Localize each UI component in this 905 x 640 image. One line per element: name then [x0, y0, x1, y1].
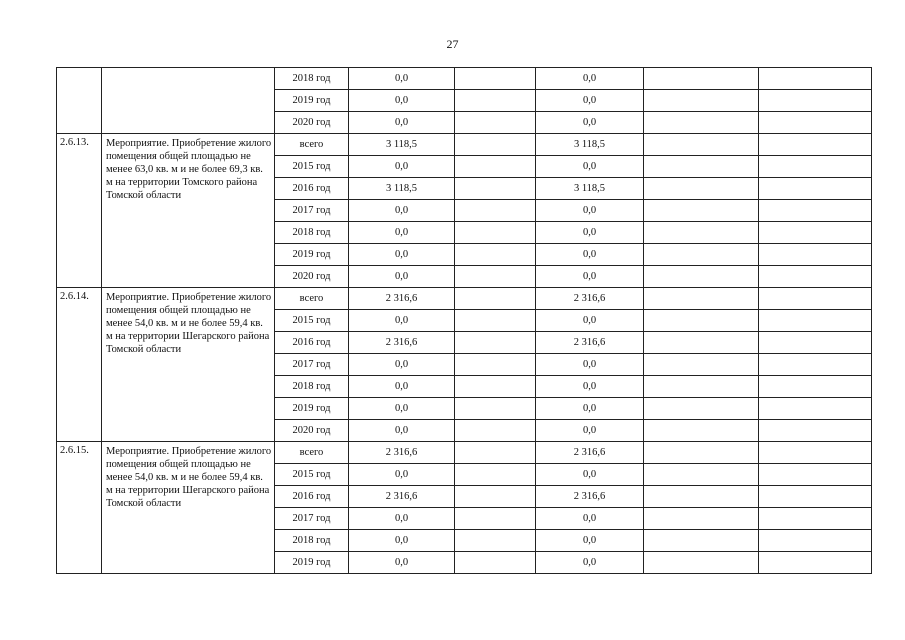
- item-number: [57, 68, 102, 134]
- local-value-cell: [644, 90, 759, 112]
- total-value-cell: 0,0: [349, 508, 455, 530]
- other-value-cell: [759, 178, 872, 200]
- regional-value-cell: 2 316,6: [536, 442, 644, 464]
- regional-value-cell: 0,0: [536, 508, 644, 530]
- other-value-cell: [759, 244, 872, 266]
- regional-value-cell: 0,0: [536, 222, 644, 244]
- regional-value-cell: 0,0: [536, 200, 644, 222]
- federal-value-cell: [455, 156, 536, 178]
- funding-table: [56, 67, 872, 574]
- year-cell: 2016 год: [275, 178, 349, 200]
- local-value-cell: [644, 156, 759, 178]
- regional-value-cell: 0,0: [536, 354, 644, 376]
- year-cell: 2016 год: [275, 486, 349, 508]
- year-cell: 2018 год: [275, 376, 349, 398]
- regional-value-cell: 0,0: [536, 156, 644, 178]
- local-value-cell: [644, 112, 759, 134]
- other-value-cell: [759, 552, 872, 574]
- federal-value-cell: [455, 354, 536, 376]
- regional-value-cell: 0,0: [536, 266, 644, 288]
- table-row: [57, 288, 872, 310]
- item-number: 2.6.13.: [57, 134, 102, 288]
- local-value-cell: [644, 508, 759, 530]
- local-value-cell: [644, 68, 759, 90]
- total-value-cell: 2 316,6: [349, 442, 455, 464]
- year-cell: 2018 год: [275, 530, 349, 552]
- federal-value-cell: [455, 442, 536, 464]
- total-value-cell: 3 118,5: [349, 178, 455, 200]
- total-value-cell: 0,0: [349, 310, 455, 332]
- local-value-cell: [644, 530, 759, 552]
- regional-value-cell: 0,0: [536, 90, 644, 112]
- federal-value-cell: [455, 178, 536, 200]
- total-value-cell: 0,0: [349, 530, 455, 552]
- other-value-cell: [759, 376, 872, 398]
- total-value-cell: 0,0: [349, 244, 455, 266]
- local-value-cell: [644, 552, 759, 574]
- total-value-cell: 2 316,6: [349, 486, 455, 508]
- year-cell: 2020 год: [275, 112, 349, 134]
- federal-value-cell: [455, 68, 536, 90]
- regional-value-cell: 2 316,6: [536, 288, 644, 310]
- regional-value-cell: 0,0: [536, 530, 644, 552]
- item-description: [102, 68, 275, 134]
- year-cell: 2016 год: [275, 332, 349, 354]
- federal-value-cell: [455, 200, 536, 222]
- item-description: Мероприятие. Приобретение жилого помещения общей площадью не менее 63,0 кв. м и не более 69,3 кв. м на территории Томского района Томской области: [102, 134, 275, 288]
- year-cell: 2017 год: [275, 508, 349, 530]
- other-value-cell: [759, 134, 872, 156]
- total-value-cell: 0,0: [349, 354, 455, 376]
- federal-value-cell: [455, 398, 536, 420]
- page-number: 27: [446, 37, 459, 51]
- regional-value-cell: 3 118,5: [536, 134, 644, 156]
- local-value-cell: [644, 376, 759, 398]
- federal-value-cell: [455, 486, 536, 508]
- federal-value-cell: [455, 420, 536, 442]
- year-cell: 2017 год: [275, 200, 349, 222]
- item-description: Мероприятие. Приобретение жилого помещения общей площадью не менее 54,0 кв. м и не более 59,4 кв. м на территории Шегарского района Томской области: [102, 288, 275, 442]
- other-value-cell: [759, 266, 872, 288]
- local-value-cell: [644, 354, 759, 376]
- year-cell: всего: [275, 442, 349, 464]
- other-value-cell: [759, 508, 872, 530]
- total-value-cell: 0,0: [349, 552, 455, 574]
- total-value-cell: 0,0: [349, 464, 455, 486]
- regional-value-cell: 0,0: [536, 420, 644, 442]
- other-value-cell: [759, 442, 872, 464]
- regional-value-cell: 0,0: [536, 68, 644, 90]
- regional-value-cell: 0,0: [536, 244, 644, 266]
- total-value-cell: 0,0: [349, 200, 455, 222]
- table-row: [57, 134, 872, 156]
- federal-value-cell: [455, 266, 536, 288]
- local-value-cell: [644, 244, 759, 266]
- total-value-cell: 0,0: [349, 90, 455, 112]
- year-cell: 2019 год: [275, 398, 349, 420]
- total-value-cell: 0,0: [349, 156, 455, 178]
- regional-value-cell: 0,0: [536, 310, 644, 332]
- local-value-cell: [644, 178, 759, 200]
- regional-value-cell: 3 118,5: [536, 178, 644, 200]
- local-value-cell: [644, 398, 759, 420]
- item-number: 2.6.15.: [57, 442, 102, 574]
- other-value-cell: [759, 332, 872, 354]
- total-value-cell: 0,0: [349, 376, 455, 398]
- year-cell: 2019 год: [275, 244, 349, 266]
- regional-value-cell: 2 316,6: [536, 486, 644, 508]
- local-value-cell: [644, 486, 759, 508]
- other-value-cell: [759, 464, 872, 486]
- total-value-cell: 2 316,6: [349, 332, 455, 354]
- item-number: 2.6.14.: [57, 288, 102, 442]
- total-value-cell: 0,0: [349, 266, 455, 288]
- total-value-cell: 0,0: [349, 398, 455, 420]
- other-value-cell: [759, 398, 872, 420]
- other-value-cell: [759, 112, 872, 134]
- regional-value-cell: 0,0: [536, 552, 644, 574]
- other-value-cell: [759, 530, 872, 552]
- federal-value-cell: [455, 508, 536, 530]
- other-value-cell: [759, 420, 872, 442]
- year-cell: всего: [275, 288, 349, 310]
- local-value-cell: [644, 134, 759, 156]
- local-value-cell: [644, 464, 759, 486]
- regional-value-cell: 0,0: [536, 112, 644, 134]
- total-value-cell: 0,0: [349, 112, 455, 134]
- federal-value-cell: [455, 90, 536, 112]
- local-value-cell: [644, 222, 759, 244]
- other-value-cell: [759, 156, 872, 178]
- regional-value-cell: 0,0: [536, 398, 644, 420]
- total-value-cell: 0,0: [349, 222, 455, 244]
- local-value-cell: [644, 332, 759, 354]
- federal-value-cell: [455, 552, 536, 574]
- year-cell: 2015 год: [275, 310, 349, 332]
- total-value-cell: 3 118,5: [349, 134, 455, 156]
- federal-value-cell: [455, 112, 536, 134]
- total-value-cell: 2 316,6: [349, 288, 455, 310]
- local-value-cell: [644, 442, 759, 464]
- other-value-cell: [759, 200, 872, 222]
- federal-value-cell: [455, 530, 536, 552]
- other-value-cell: [759, 310, 872, 332]
- year-cell: 2015 год: [275, 156, 349, 178]
- item-description: Мероприятие. Приобретение жилого помещения общей площадью не менее 54,0 кв. м и не более 59,4 кв. м на территории Шегарского района Томской области: [102, 442, 275, 574]
- year-cell: 2015 год: [275, 464, 349, 486]
- total-value-cell: 0,0: [349, 420, 455, 442]
- other-value-cell: [759, 222, 872, 244]
- federal-value-cell: [455, 310, 536, 332]
- federal-value-cell: [455, 288, 536, 310]
- other-value-cell: [759, 90, 872, 112]
- year-cell: 2018 год: [275, 68, 349, 90]
- local-value-cell: [644, 288, 759, 310]
- other-value-cell: [759, 354, 872, 376]
- regional-value-cell: 0,0: [536, 464, 644, 486]
- table-row: [57, 442, 872, 464]
- other-value-cell: [759, 288, 872, 310]
- table-row: [57, 68, 872, 90]
- regional-value-cell: 2 316,6: [536, 332, 644, 354]
- local-value-cell: [644, 200, 759, 222]
- year-cell: 2017 год: [275, 354, 349, 376]
- local-value-cell: [644, 266, 759, 288]
- total-value-cell: 0,0: [349, 68, 455, 90]
- federal-value-cell: [455, 464, 536, 486]
- local-value-cell: [644, 420, 759, 442]
- federal-value-cell: [455, 376, 536, 398]
- local-value-cell: [644, 310, 759, 332]
- federal-value-cell: [455, 332, 536, 354]
- year-cell: 2019 год: [275, 552, 349, 574]
- other-value-cell: [759, 486, 872, 508]
- other-value-cell: [759, 68, 872, 90]
- federal-value-cell: [455, 222, 536, 244]
- federal-value-cell: [455, 134, 536, 156]
- year-cell: 2019 год: [275, 90, 349, 112]
- year-cell: 2020 год: [275, 266, 349, 288]
- year-cell: 2018 год: [275, 222, 349, 244]
- year-cell: всего: [275, 134, 349, 156]
- regional-value-cell: 0,0: [536, 376, 644, 398]
- year-cell: 2020 год: [275, 420, 349, 442]
- federal-value-cell: [455, 244, 536, 266]
